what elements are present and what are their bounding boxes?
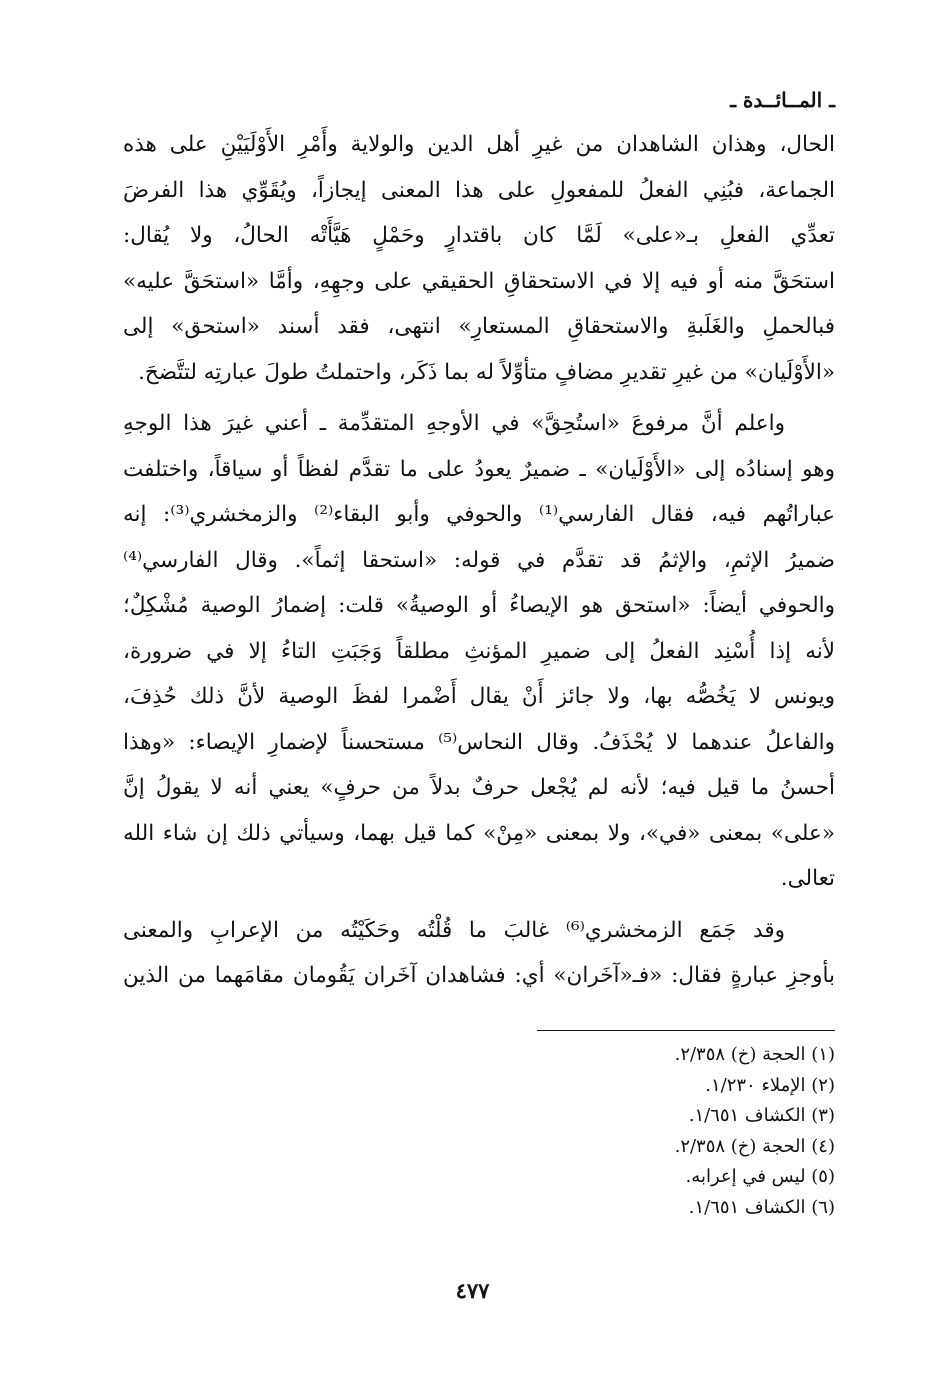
text-line: وهو إسنادُه إلى «الأَوْلَيان» ـ ضميرٌ يعودُ على ما تقدَّم لفظاً أو سياقاً، واختلفت (123, 456, 835, 482)
footnote: (٣) الكشاف ١/٦٥١. (688, 1105, 835, 1126)
footnote: (٤) الحجة (خ) ٢/٣٥٨. (674, 1135, 835, 1157)
text-line: أحسنُ ما قيل فيه؛ لأنه لم يُجْعل حرفٌ بدلاً من حرفٍ» يعني أنه لا يقولُ إنَّ (123, 775, 835, 800)
text-line: «على» بمعنى «في»، ولا بمعنى «مِنْ» كما قيل بهما، وسيأتي ذلك إن شاء الله (123, 820, 835, 846)
text-line: الجماعة، فبُنِي الفعلُ للمفعولِ على هذا المعنى إيجازاً، ويُقَوِّي هذا الفرضَ (123, 177, 835, 203)
text-line: «الأَوْلَيان» من غيرِ تقديرِ مضافٍ متأوِّلاً له بما ذَكَر، واحتملتُ طولَ عبارتِه لتتَّضحَ. (138, 359, 835, 385)
running-head: ـ المــائــدة ـ (730, 88, 835, 112)
text-line: وقد جَمَع الزمخشري⁽⁶⁾ غالبَ ما قُلْتُه وحَكَيْتُه من الإعرابِ والمعنى (123, 917, 785, 943)
text-line: تعدِّي الفعلِ بـ«على» لَمَّا كان باقتدارٍ وحَمْلٍ هَيَّأَتْه الحالُ، ولا يُقال: (123, 223, 835, 248)
text-line: استحَقَّ منه أو فيه إلا في الاستحقاقِ الحقيقي على وجهِهِ، وأمَّا «استحَقَّ عليه» (123, 268, 835, 294)
text-line: تعالى. (780, 866, 835, 891)
footnotes (415, 1040, 835, 1223)
text-line: لأنه إذا أُسْنِد الفعلُ إلى ضميرِ المؤنثِ مطلقاً وَجَبَتِ التاءُ إلا في ضرورة، (123, 638, 835, 664)
text-line: الحال، وهذان الشاهدان من غيرِ أهل الدين والولاية وأَمْرِ الأَوْلَيَيْنِ على هذه (123, 132, 835, 157)
footnote: (٢) الإملاء ١/٢٣٠. (705, 1074, 835, 1096)
footnote: (١) الحجة (خ) ٢/٣٥٨. (674, 1044, 835, 1065)
footnote: (٥) ليس في إعرابه. (685, 1166, 835, 1187)
text-line: ضميرُ الإثمِ، والإثمُ قد تقدَّم في قوله: «استحقا إثماً». وقال الفارسي⁽⁴⁾ (123, 547, 835, 573)
footnote: (٦) الكشاف ١/٦٥١. (688, 1196, 835, 1218)
main-text (123, 122, 835, 999)
page-number: ٤٧٧ (455, 1278, 490, 1303)
text-line: والحوفي أيضاً: «استحق هو الإيصاءُ أو الوصيةُ» قلت: إضمارُ الوصية مُشْكِلٌ؛ (123, 593, 835, 618)
text-line: واعلم أنَّ مرفوعَ «استُحِقَّ» في الأوجهِ المتقدِّمة ـ أعني غيرَ هذا الوجهِ (123, 411, 785, 436)
footnote-separator (537, 1030, 835, 1031)
text-line: عباراتُهم فيه، فقال الفارسي⁽¹⁾ والحوفي وأبو البقاء⁽²⁾ والزمخشري⁽³⁾: إنه (123, 502, 835, 527)
text-line: بأوجزِ عبارةٍ فقال: «فـ«آخَران» أي: فشاهدان آخَران يَقُومان مقامَهما من الذين (123, 963, 835, 988)
text-line: ويونس لا يَخُصُّه بها، ولا جائز أَنْ يقال أَضْمرا لفظَ الوصية لأنَّ ذلك حُذِفَ، (123, 684, 835, 709)
text-line: والفاعلُ عندهما لا يُحْذَفُ. وقال النحاس⁽⁵⁾ مستحسناً لإضمارِ الإيصاء: «وهذا (123, 729, 835, 755)
text-line: فبالحملِ والغَلَبةِ والاستحقاقِ المستعارِ» انتهى، فقد أسند «استحق» إلى (123, 314, 835, 339)
